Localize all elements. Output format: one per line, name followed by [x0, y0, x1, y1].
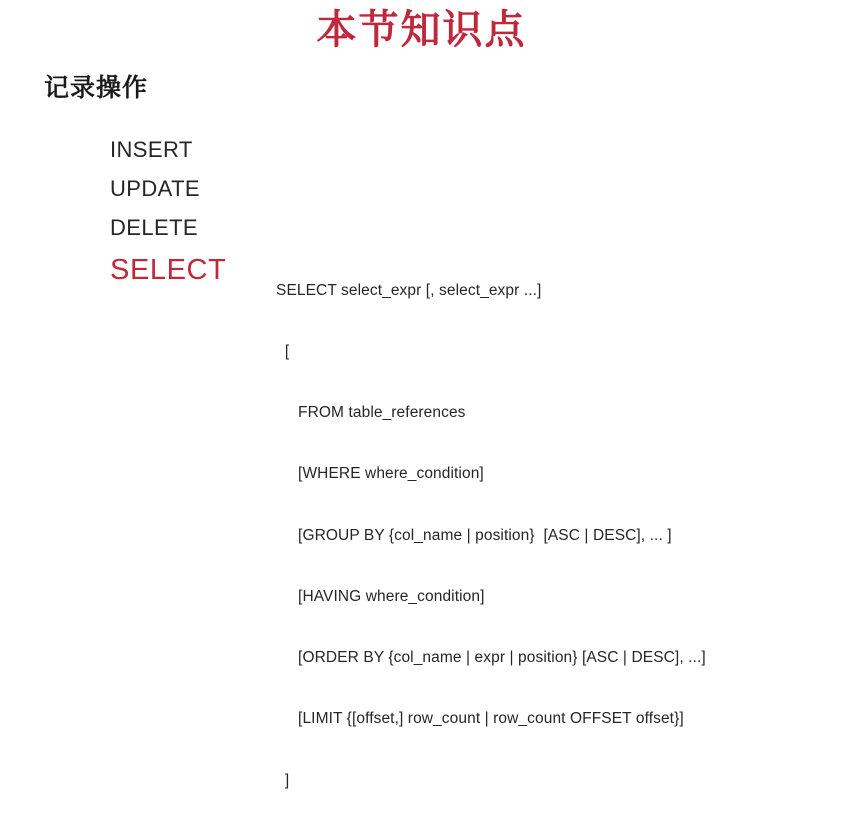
syntax-line: ] — [276, 771, 290, 789]
page-title: 本节知识点 — [316, 7, 527, 53]
syntax-line: [WHERE where_condition] — [276, 465, 484, 483]
list-item-delete: DELETE — [110, 215, 198, 240]
syntax-line: SELECT select_expr [, select_expr ...] — [276, 281, 542, 299]
syntax-line: [GROUP BY {col_name | position} [ASC | DESC], ... ] — [276, 526, 672, 544]
list-item-select: SELECT — [110, 254, 227, 286]
select-syntax-block — [276, 240, 706, 832]
list-item-insert: INSERT — [110, 137, 193, 162]
section-heading: 记录操作 — [44, 73, 149, 102]
syntax-line: [ — [276, 343, 290, 361]
list-item-update: UPDATE — [110, 176, 201, 201]
operation-list — [110, 130, 290, 293]
syntax-line: [ORDER BY {col_name | expr | position} [ASC | DESC], ...] — [276, 649, 706, 667]
syntax-line: [HAVING where_condition] — [276, 587, 485, 605]
syntax-line: [LIMIT {[offset,] row_count | row_count OFFSET offset}] — [276, 710, 684, 728]
syntax-line: FROM table_references — [276, 404, 466, 422]
